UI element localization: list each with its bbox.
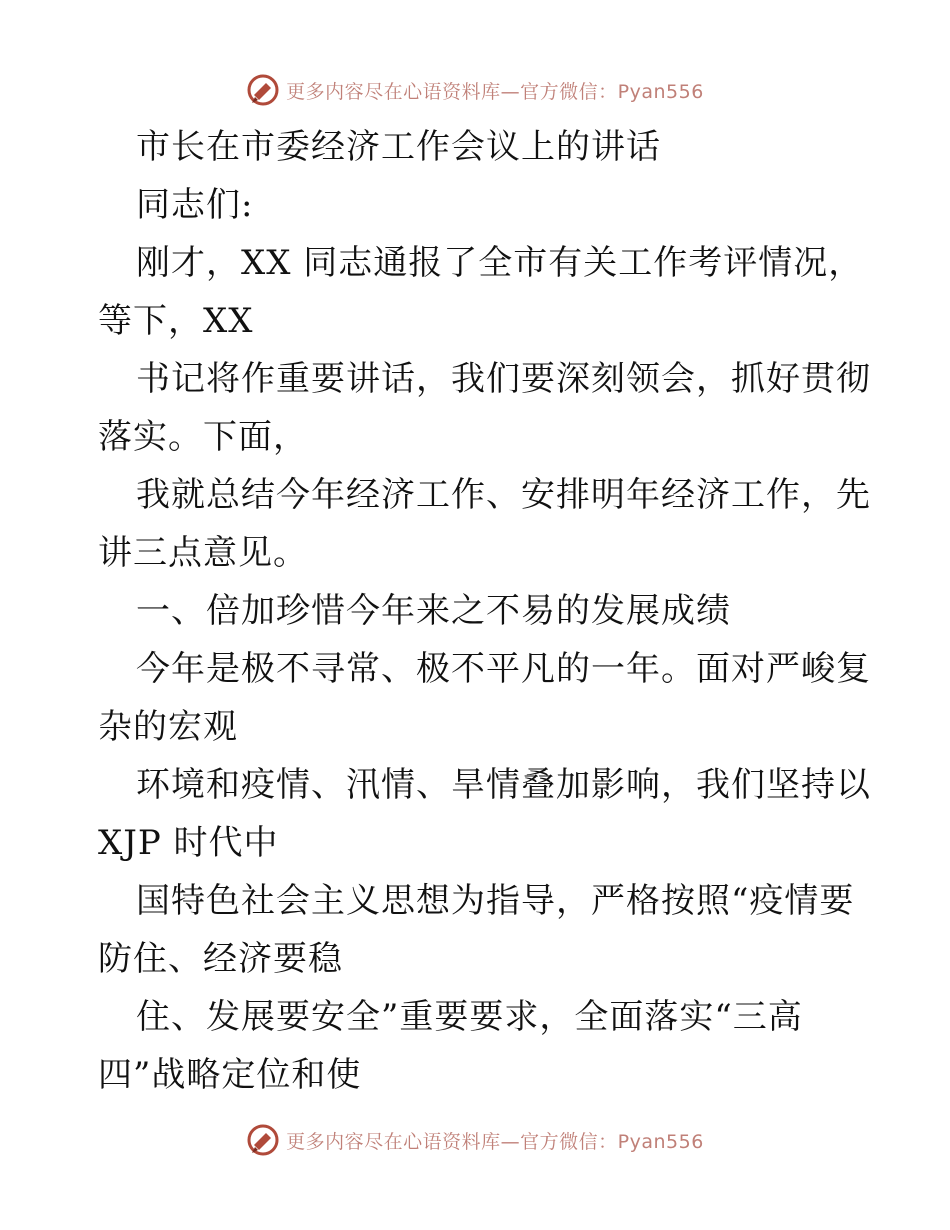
footer-watermark [0,1120,950,1160]
paragraph-line: 防住、经济要稳 [98,939,343,979]
watermark-text: 更多内容尽在心语资料库—官方微信：Pyan556 [286,1130,704,1153]
section-heading: 一、倍加珍惜今年来之不易的发展成绩 [136,591,731,631]
brand-logo-icon [246,73,280,107]
paragraph-line: 杂的宏观 [98,707,238,747]
paragraph-line: 落实。下面， [98,417,308,457]
paragraph-line: 四”战略定位和使 [98,1055,362,1095]
header-watermark [0,70,950,110]
brand-logo-icon [246,1123,280,1157]
document-body [98,118,871,1104]
paragraph-line: 书记将作重要讲话，我们要深刻领会，抓好贯彻 [136,359,871,399]
watermark-text: 更多内容尽在心语资料库—官方微信：Pyan556 [286,80,704,103]
paragraph-line: 住、发展要安全”重要要求，全面落实“三高 [136,997,803,1037]
paragraph-line: 今年是极不寻常、极不平凡的一年。面对严峻复 [136,649,871,689]
paragraph-line: XJP 时代中 [98,823,279,863]
paragraph-line: 我就总结今年经济工作、安排明年经济工作，先 [136,475,871,515]
paragraph-line: 等下，XX [98,301,254,341]
doc-title: 市长在市委经济工作会议上的讲话 [136,127,661,167]
paragraph-line: 环境和疫情、汛情、旱情叠加影响，我们坚持以 [136,765,871,805]
salutation: 同志们: [136,185,254,225]
paragraph-line: 讲三点意见。 [98,533,308,573]
paragraph-line: 国特色社会主义思想为指导，严格按照“疫情要 [136,881,855,921]
paragraph-line: 刚才，XX 同志通报了全市有关工作考评情况， [136,243,864,283]
